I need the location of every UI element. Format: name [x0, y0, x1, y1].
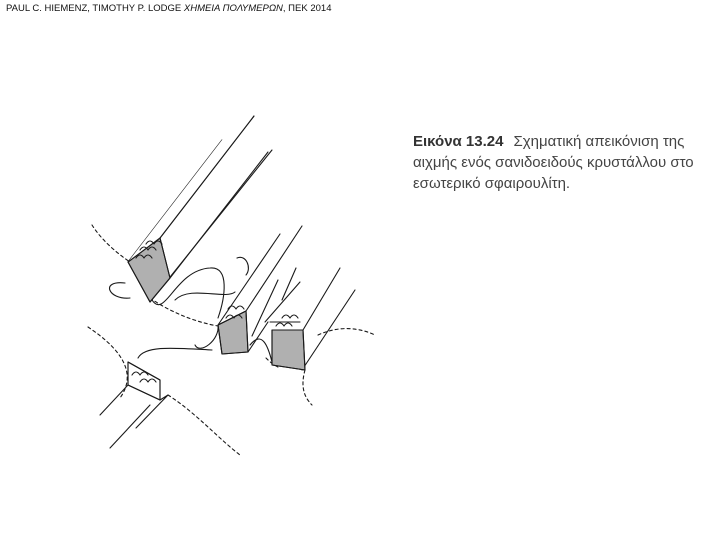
- figure-number: Εικόνα 13.24: [413, 133, 504, 150]
- header-book-title: ΧΗΜΕΙΑ ΠΟΛΥΜΕΡΩΝ: [183, 3, 283, 14]
- lamella-4: [100, 362, 168, 448]
- lamella-3: [265, 268, 355, 370]
- caption-text: Σχηματική απεικόνιση της αιχμής ενός σανιδοειδούς κρυστάλλου στο εσωτερικό σφαιρουλίτη.: [413, 133, 694, 192]
- figure-caption: [413, 131, 703, 194]
- header-publisher-year: , ΠΕΚ 2014: [282, 3, 332, 14]
- lamella-1: [128, 116, 272, 302]
- header-authors: PAUL C. HIEMENZ, TIMOTHY P. LODGE: [6, 3, 182, 14]
